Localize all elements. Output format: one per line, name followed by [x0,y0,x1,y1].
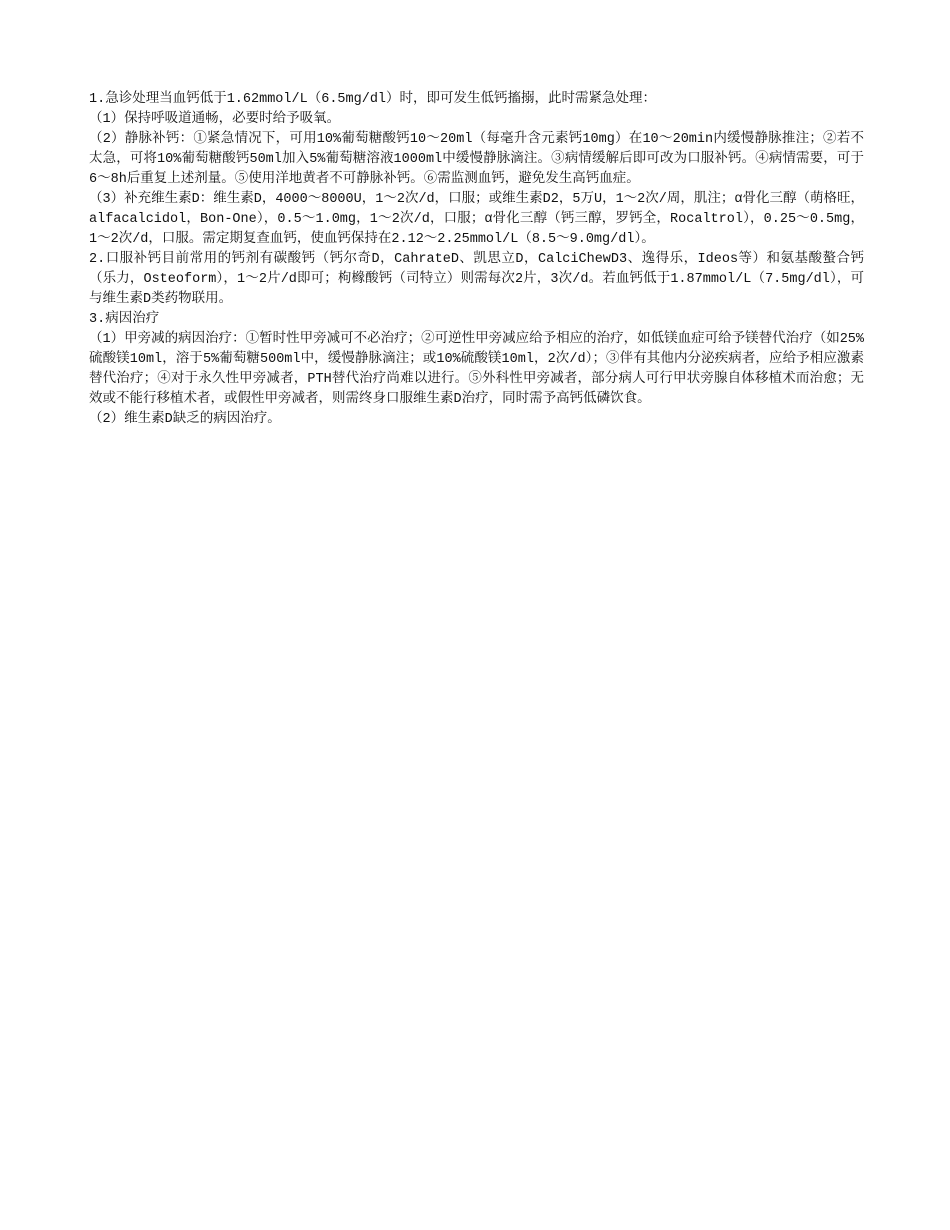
paragraph-vitamin-d: （3）补充维生素D：维生素D，4000～8000U，1～2次/d，口服；或维生素D2，5万U，1～2次/周，肌注；α骨化三醇（萌格旺，alfacalcidol，Bon-One），0.5～1.0mg，1～2次/d，口服；α骨化三醇（钙三醇，罗钙全，Rocaltrol），0.25～0.5mg，1～2次/d，口服。需定期复查血钙，使血钙保持在2.12～2.25mmol/L（8.5～9.0mg/dl）。 [89,192,864,247]
paragraph-iv-calcium: （2）静脉补钙：①紧急情况下，可用10%葡萄糖酸钙10～20ml（每毫升含元素钙10mg）在10～20min内缓慢静脉推注；②若不太急，可将10%葡萄糖酸钙50ml加入5%葡萄糖溶液1000ml中缓慢静脉滴注。③病情缓解后即可改为口服补钙。④病情需要，可于6～8h后重复上述剂量。⑤使用洋地黄者不可静脉补钙。⑥需监测血钙，避免发生高钙血症。 [89,132,864,187]
paragraph-oral-calcium: 2.口服补钙目前常用的钙剂有碳酸钙（钙尔奇D，CahrateD、凯思立D，CalciChewD3、逸得乐，Ideos等）和氨基酸螯合钙（乐力，Osteoform），1～2片/d即可；枸橼酸钙（司特立）则需每次2片，3次/d。若血钙低于1.87mmol/L（7.5mg/dl），可与维生素D类药物联用。 [89,252,864,307]
paragraph-vitamin-d-deficiency: （2）维生素D缺乏的病因治疗。 [89,412,281,427]
document-page [89,90,864,430]
paragraph-hypoparathyroidism-treatment: （1）甲旁减的病因治疗：①暂时性甲旁减可不必治疗；②可逆性甲旁减应给予相应的治疗，如低镁血症可给予镁替代治疗（如25%硫酸镁10ml，溶于5%葡萄糖500ml中，缓慢静脉滴注；或10%硫酸镁10ml，2次/d）；③伴有其他内分泌疾病者，应给予相应激素替代治疗；④对于永久性甲旁减者，PTH替代治疗尚难以进行。⑤外科性甲旁减者，部分病人可行甲状旁腺自体移植术而治愈；无效或不能行移植术者，或假性甲旁减者，则需终身口服维生素D治疗，同时需予高钙低磷饮食。 [89,332,864,407]
paragraph-emergency-treatment: 1.急诊处理当血钙低于1.62mmol/L（6.5mg/dl）时，即可发生低钙搐搦，此时需紧急处理： [89,92,657,107]
paragraph-airway: （1）保持呼吸道通畅，必要时给予吸氧。 [89,112,341,127]
section-heading-etiology: 3.病因治疗 [89,312,160,327]
